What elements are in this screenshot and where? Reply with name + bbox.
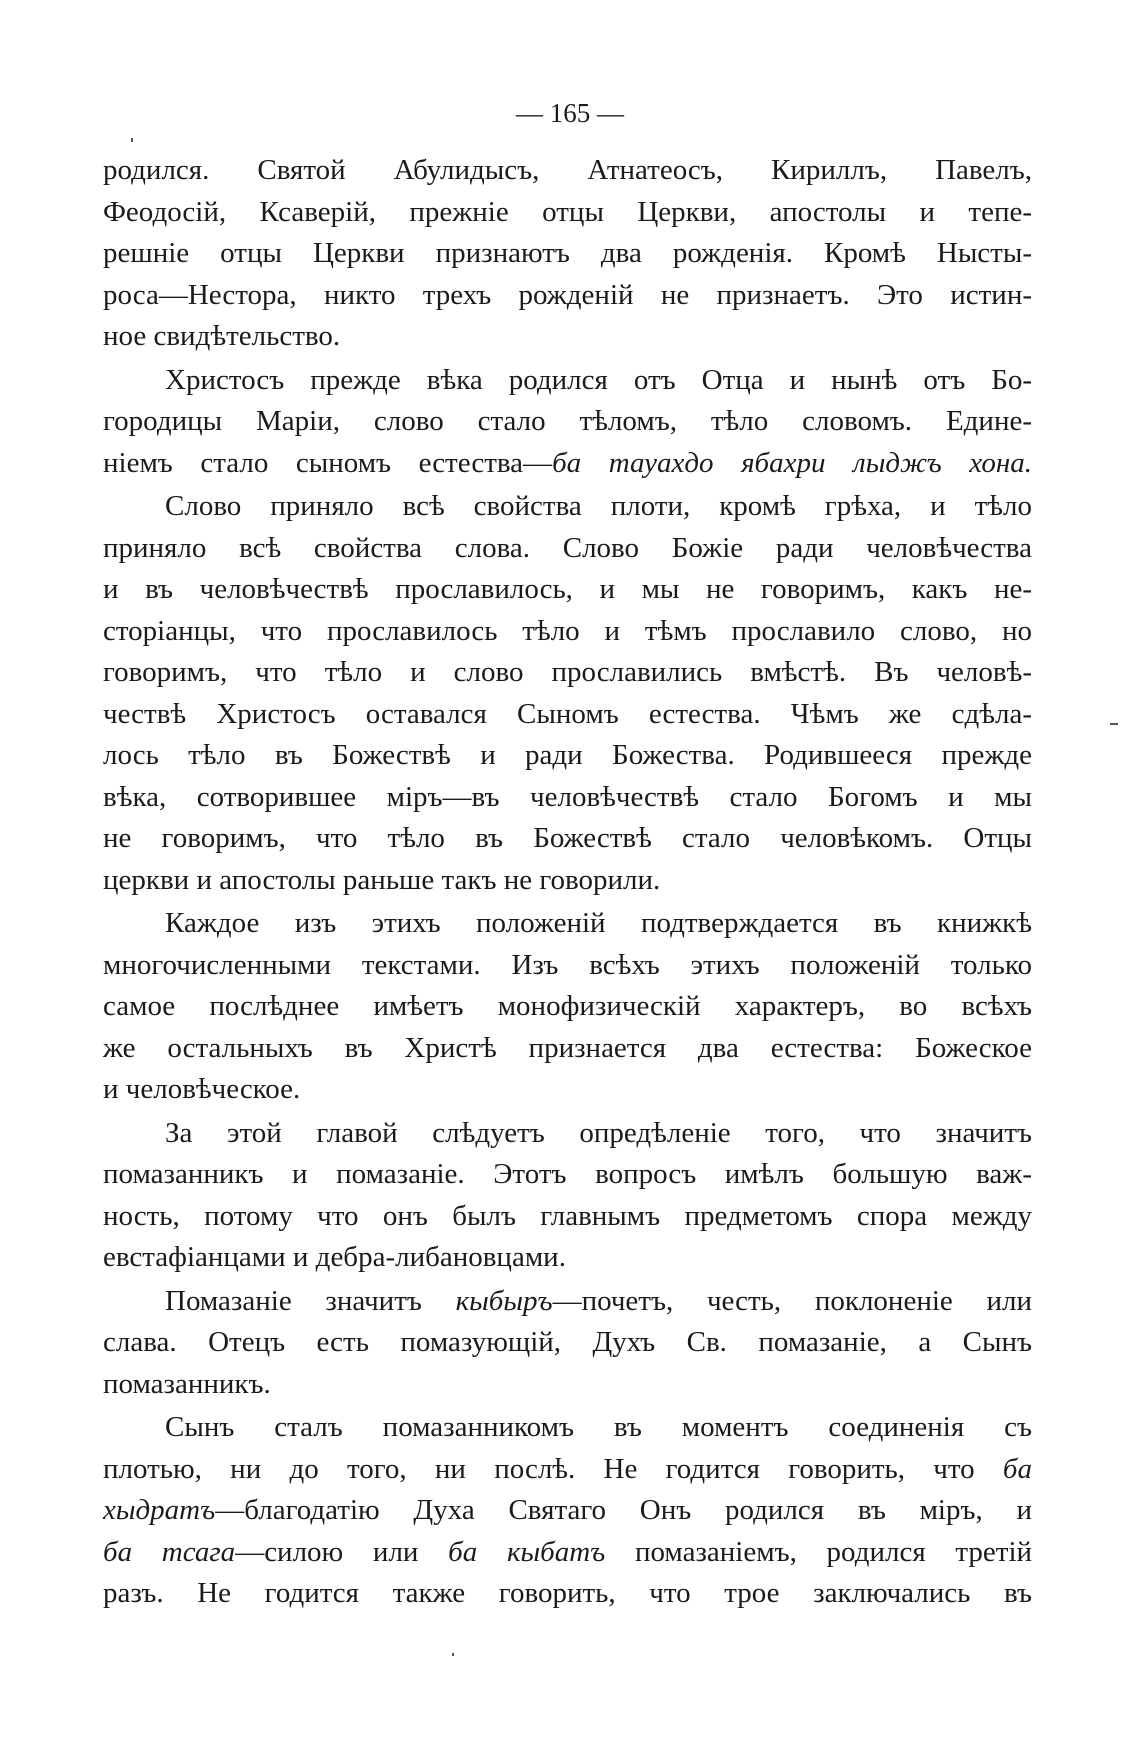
text-segment: помазанникъ. xyxy=(103,1367,271,1400)
text-segment: ное свидѣтельство. xyxy=(103,320,341,352)
text-segment: евстафіанцами и дебра-либановцами. xyxy=(103,1241,566,1273)
paragraph xyxy=(103,1113,1032,1279)
page-body-text xyxy=(103,150,1032,1615)
text-line xyxy=(103,150,1032,192)
text-line xyxy=(103,1069,1032,1111)
text-line xyxy=(103,192,1032,234)
text-segment: решніе отцы Церкви признаютъ два рожденія. Кромѣ Нысты- xyxy=(103,237,1032,269)
scan-speck xyxy=(131,138,133,142)
text-segment: же остальныхъ въ Христѣ признается два естества: Божеское xyxy=(103,1031,1032,1064)
scan-speck xyxy=(1110,723,1118,725)
text-line xyxy=(103,1573,1032,1615)
text-segment: говоримъ, что тѣло и слово прославились вмѣстѣ. Въ человѣ- xyxy=(103,656,1032,688)
text-line xyxy=(103,818,1032,860)
text-line xyxy=(103,1322,1032,1364)
text-segment: —почетъ, честь, поклоненіе или xyxy=(552,1284,1032,1317)
text-segment: ніемъ стало сыномъ естества— xyxy=(103,446,553,479)
text-segment: и человѣческое. xyxy=(103,1073,301,1105)
paragraph xyxy=(103,486,1032,901)
text-segment: родился. Святой Абулидысъ, Атнатеосъ, Кириллъ, Павелъ, xyxy=(103,154,1032,186)
paragraph xyxy=(103,150,1032,358)
text-segment: городицы Маріи, слово стало тѣломъ, тѣло словомъ. Едине- xyxy=(103,405,1032,437)
text-line xyxy=(103,275,1032,317)
text-line xyxy=(103,1407,1032,1449)
text-segment: церкви и апостолы раньше такъ не говорили. xyxy=(103,863,661,896)
italic-transliteration: ба кыбатъ xyxy=(448,1535,606,1568)
scan-speck xyxy=(452,1653,454,1656)
text-line xyxy=(103,360,1032,402)
text-segment: —благодатію Духа Святаго Онъ родился въ міръ, и xyxy=(215,1494,1032,1526)
text-segment: лось тѣло въ Божествѣ и ради Божества. Родившееся прежде xyxy=(103,739,1032,771)
text-segment: Помазаніе значитъ xyxy=(165,1284,456,1317)
text-line xyxy=(103,860,1032,902)
text-line xyxy=(103,694,1032,736)
text-segment: приняло всѣ свойства слова. Слово Божіе ради человѣчества xyxy=(103,531,1032,564)
italic-transliteration: ба тсага xyxy=(103,1535,236,1568)
text-line xyxy=(103,735,1032,777)
text-segment: Сынъ сталъ помазанникомъ въ моментъ соединенія съ xyxy=(165,1411,1032,1443)
text-line xyxy=(103,903,1032,945)
text-line xyxy=(103,401,1032,443)
text-line xyxy=(103,1196,1032,1238)
text-line xyxy=(103,652,1032,694)
text-line xyxy=(103,611,1032,653)
text-segment: вѣка, сотворившее міръ—въ человѣчествѣ стало Богомъ и мы xyxy=(103,780,1032,813)
text-segment: слава. Отецъ есть помазующій, Духъ Св. помазаніе, а Сынъ xyxy=(103,1326,1032,1358)
text-line xyxy=(103,777,1032,819)
italic-transliteration: хыдратъ xyxy=(103,1494,216,1526)
text-segment: Каждое изъ этихъ положеній подтверждается въ книжкѣ xyxy=(165,907,1032,939)
text-segment: Христосъ прежде вѣка родился отъ Отца и нынѣ отъ Бо- xyxy=(165,363,1032,396)
text-line xyxy=(103,1154,1032,1196)
text-line xyxy=(103,443,1032,485)
text-line xyxy=(103,569,1032,611)
text-line xyxy=(103,528,1032,570)
text-line xyxy=(103,486,1032,528)
text-line xyxy=(103,1028,1032,1070)
text-line xyxy=(103,986,1032,1028)
text-line xyxy=(103,945,1032,987)
paragraph xyxy=(103,1281,1032,1406)
text-segment: сторіанцы, что прославилось тѣло и тѣмъ прославило слово, но xyxy=(103,614,1032,647)
text-segment: и въ человѣчествѣ прославилось, и мы не говоримъ, какъ не- xyxy=(103,573,1032,605)
page-number: — 165 — xyxy=(516,98,624,128)
text-segment: самое послѣднее имѣетъ монофизическій характеръ, во всѣхъ xyxy=(103,990,1032,1022)
text-segment: помазанникъ и помазаніе. Этотъ вопросъ имѣлъ большую важ- xyxy=(103,1158,1032,1190)
text-line xyxy=(103,1532,1032,1574)
text-segment: Феодосій, Ксаверій, прежніе отцы Церкви, апостолы и тепе- xyxy=(103,195,1032,228)
text-line xyxy=(103,1490,1032,1532)
text-segment: плотью, ни до того, ни послѣ. Не годится говорить, что xyxy=(103,1452,1003,1485)
text-line xyxy=(103,1237,1032,1279)
text-segment: Слово приняло всѣ свойства плоти, кромѣ грѣха, и тѣло xyxy=(165,490,1032,522)
text-segment: помазаніемъ, родился третій xyxy=(605,1535,1033,1568)
text-line xyxy=(103,1281,1032,1323)
text-segment: роса—Нестора, никто трехъ рожденій не признаетъ. Это истин- xyxy=(103,278,1032,311)
text-segment: ность, потому что онъ былъ главнымъ предметомъ спора между xyxy=(103,1199,1032,1232)
text-segment: —силою или xyxy=(235,1535,449,1568)
text-segment: не говоримъ, что тѣло въ Божествѣ стало человѣкомъ. Отцы xyxy=(103,822,1032,854)
italic-transliteration: кыбыръ xyxy=(455,1284,553,1317)
paragraph xyxy=(103,903,1032,1111)
text-segment: многочисленными текстами. Изъ всѣхъ этихъ положеній только xyxy=(103,948,1032,981)
text-segment: чествѣ Христосъ оставался Сыномъ естества. Чѣмъ же сдѣла- xyxy=(103,697,1032,730)
text-segment: За этой главой слѣдуетъ опредѣленіе того, что значитъ xyxy=(165,1116,1032,1149)
text-line xyxy=(103,233,1032,275)
text-line xyxy=(103,1364,1032,1406)
text-segment: разъ. Не годится также говорить, что трое заключались въ xyxy=(103,1577,1032,1609)
text-line xyxy=(103,1449,1032,1491)
italic-transliteration: ба тауахдо ябахри лыджъ хона. xyxy=(552,446,1032,479)
text-line xyxy=(103,1113,1032,1155)
text-line xyxy=(103,316,1032,358)
paragraph xyxy=(103,360,1032,485)
italic-transliteration: ба xyxy=(1002,1452,1032,1485)
paragraph xyxy=(103,1407,1032,1615)
